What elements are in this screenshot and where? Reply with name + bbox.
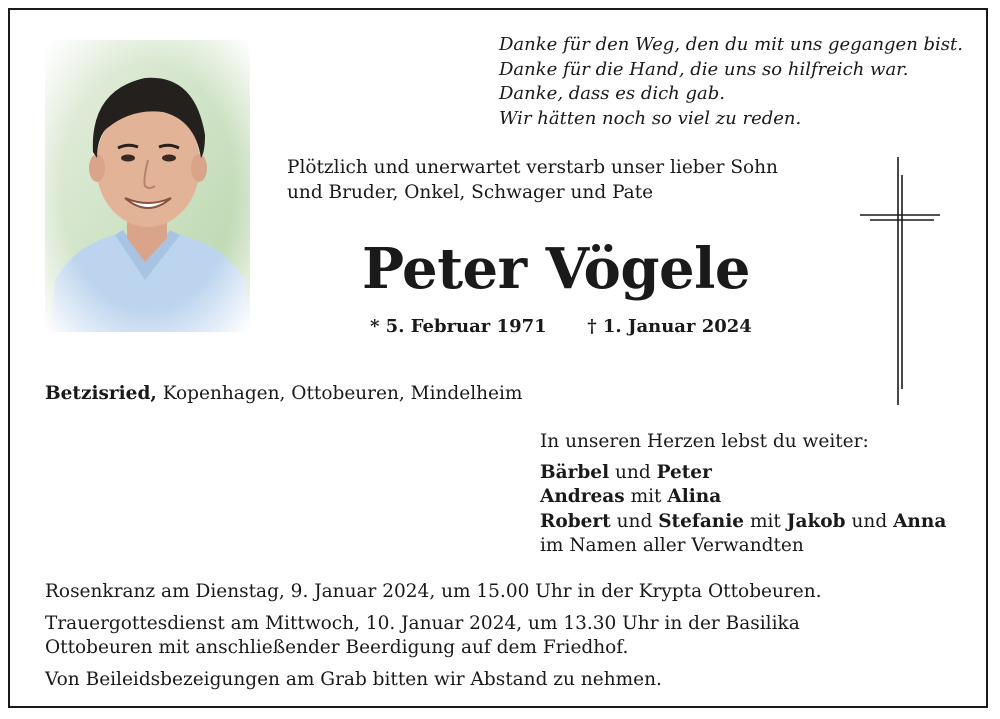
other-places: Kopenhagen, Ottobeuren, Mindelheim bbox=[162, 383, 523, 404]
family-join: mit bbox=[630, 486, 662, 507]
family-heading: In unseren Herzen lebst du weiter: bbox=[540, 431, 869, 452]
intro-line: Plötzlich und unerwartet verstarb unser lieber Sohn bbox=[287, 157, 778, 178]
family-join: mit bbox=[749, 510, 781, 532]
portrait-photo bbox=[45, 40, 250, 332]
family-join: und bbox=[616, 510, 653, 532]
poem-line: Danke für den Weg, den du mit uns gegangen bist. bbox=[499, 34, 963, 55]
family-member: Andreas bbox=[540, 486, 625, 507]
poem-line: Danke für die Hand, die uns so hilfreich war. bbox=[499, 58, 909, 80]
service-notice bbox=[45, 612, 945, 661]
poem-line: Wir hätten noch so viel zu reden. bbox=[499, 107, 802, 129]
family-join: und bbox=[615, 461, 651, 483]
rosary-notice: Rosenkranz am Dienstag, 9. Januar 2024, um 15.00 Uhr in der Krypta Ottobeuren. bbox=[45, 581, 822, 602]
family-block bbox=[540, 430, 946, 559]
announcement-intro bbox=[287, 155, 778, 205]
family-member: Peter bbox=[656, 461, 712, 483]
family-line bbox=[540, 461, 946, 486]
cross-icon bbox=[860, 157, 942, 405]
family-closing: im Namen aller Verwandten bbox=[540, 535, 804, 556]
family-join: und bbox=[851, 510, 888, 532]
life-dates bbox=[370, 316, 752, 337]
birth-date: * 5. Februar 1971 bbox=[370, 316, 547, 337]
family-line bbox=[540, 510, 946, 535]
service-notice-line: Trauergottesdienst am Mittwoch, 10. Januar 2024, um 13.30 Uhr in der Basilika bbox=[45, 612, 800, 634]
family-member: Alina bbox=[667, 486, 722, 507]
death-date: † 1. Januar 2024 bbox=[587, 316, 752, 337]
family-member: Stefanie bbox=[658, 510, 745, 532]
poem-line: Danke, dass es dich gab. bbox=[499, 83, 725, 104]
family-member: Anna bbox=[893, 510, 947, 532]
memorial-poem bbox=[499, 33, 963, 131]
family-member: Robert bbox=[540, 510, 611, 532]
condolence-notice: Von Beileidsbezeigungen am Grab bitten wir Abstand zu nehmen. bbox=[45, 668, 662, 690]
family-member: Jakob bbox=[786, 510, 846, 532]
service-notices bbox=[45, 580, 945, 699]
family-line bbox=[540, 485, 946, 510]
family-member: Bärbel bbox=[540, 461, 610, 483]
places-line bbox=[45, 383, 522, 404]
service-notice-line: Ottobeuren mit anschließender Beerdigung auf dem Friedhof. bbox=[45, 637, 629, 658]
intro-line: und Bruder, Onkel, Schwager und Pate bbox=[287, 182, 654, 203]
home-place: Betzisried, bbox=[45, 383, 157, 404]
deceased-name: Peter Vögele bbox=[361, 236, 751, 302]
